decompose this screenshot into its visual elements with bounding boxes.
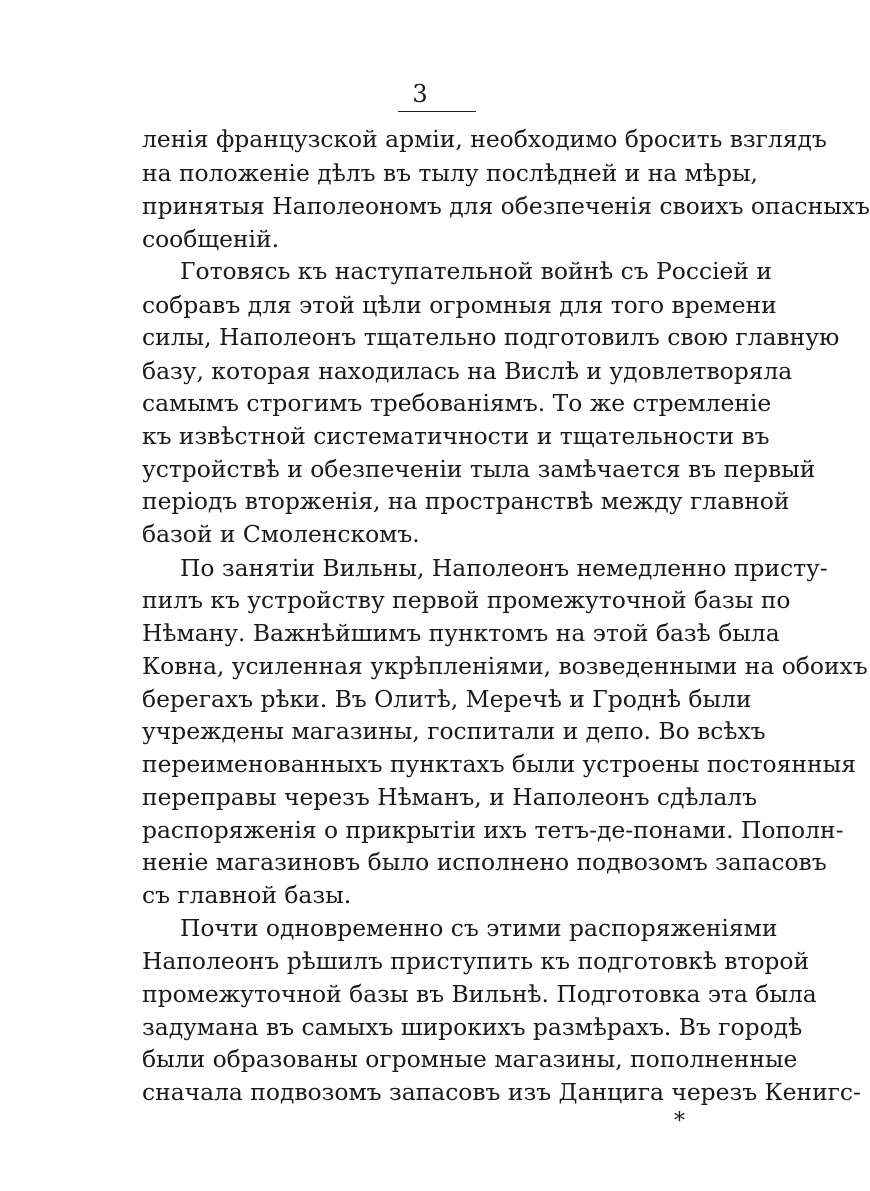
text-line: къ извѣстной систематичности и тщательности въ [142, 422, 770, 450]
text-line: силы, Наполеонъ тщательно подготовилъ свою главную [142, 323, 840, 351]
text-line: сначала подвозомъ запасовъ изъ Данцига черезъ Кенигс- [142, 1078, 861, 1106]
text-line: Ковна, усиленная укрѣпленіями, возведенными на обоихъ [142, 652, 868, 680]
text-line: По занятіи Вильны, Наполеонъ немедленно присту- [180, 554, 828, 582]
text-line: періодъ вторженія, на пространствѣ между главной [142, 487, 790, 515]
text-line: Почти одновременно съ этими распоряженіями [180, 914, 778, 942]
signature-mark: * [674, 1109, 685, 1134]
page-number-rule [398, 111, 476, 112]
text-line: промежуточной базы въ Вильнѣ. Подготовка эта была [142, 980, 817, 1008]
text-line: Готовясь къ наступательной войнѣ съ Россіей и [180, 257, 773, 285]
text-line: на положеніе дѣлъ въ тылу послѣдней и на мѣры, [142, 159, 758, 187]
text-line: принятыя Наполеономъ для обезпеченія своихъ опасныхъ [142, 192, 870, 220]
text-line: ленія французской арміи, необходимо бросить взглядъ [142, 125, 827, 153]
text-line: были образованы огромные магазины, пополненные [142, 1045, 798, 1073]
text-line: переправы черезъ Нѣманъ, и Наполеонъ сдѣлалъ [142, 783, 758, 811]
text-line: переименованныхъ пунктахъ были устроены постоянныя [142, 750, 856, 778]
text-line: Нѣману. Важнѣйшимъ пунктомъ на этой базѣ была [142, 619, 780, 647]
text-line: базу, которая находилась на Вислѣ и удовлетворяла [142, 357, 793, 385]
text-line: самымъ строгимъ требованіямъ. То же стремленіе [142, 389, 772, 417]
text-line: базой и Смоленскомъ. [142, 520, 420, 548]
text-line: собравъ для этой цѣли огромныя для того времени [142, 291, 777, 319]
text-line: Наполеонъ рѣшилъ приступить къ подготовкѣ второй [142, 947, 810, 975]
text-line: берегахъ рѣки. Въ Олитѣ, Меречѣ и Гроднѣ были [142, 685, 752, 713]
text-line: устройствѣ и обезпеченіи тыла замѣчается въ первый [142, 455, 816, 483]
text-line: пилъ къ устройству первой промежуточной базы по [142, 586, 791, 614]
text-line: распоряженія о прикрытіи ихъ тетъ-де-понами. Пополн- [142, 816, 844, 844]
text-line: съ главной базы. [142, 881, 352, 909]
text-line: задумана въ самыхъ широкихъ размѣрахъ. Въ городѣ [142, 1013, 803, 1041]
page-number: 3 [412, 80, 428, 108]
text-line: учреждены магазины, госпитали и депо. Во всѣхъ [142, 717, 766, 745]
text-line: неніе магазиновъ было исполнено подвозомъ запасовъ [142, 848, 827, 876]
text-line: сообщеній. [142, 225, 280, 253]
